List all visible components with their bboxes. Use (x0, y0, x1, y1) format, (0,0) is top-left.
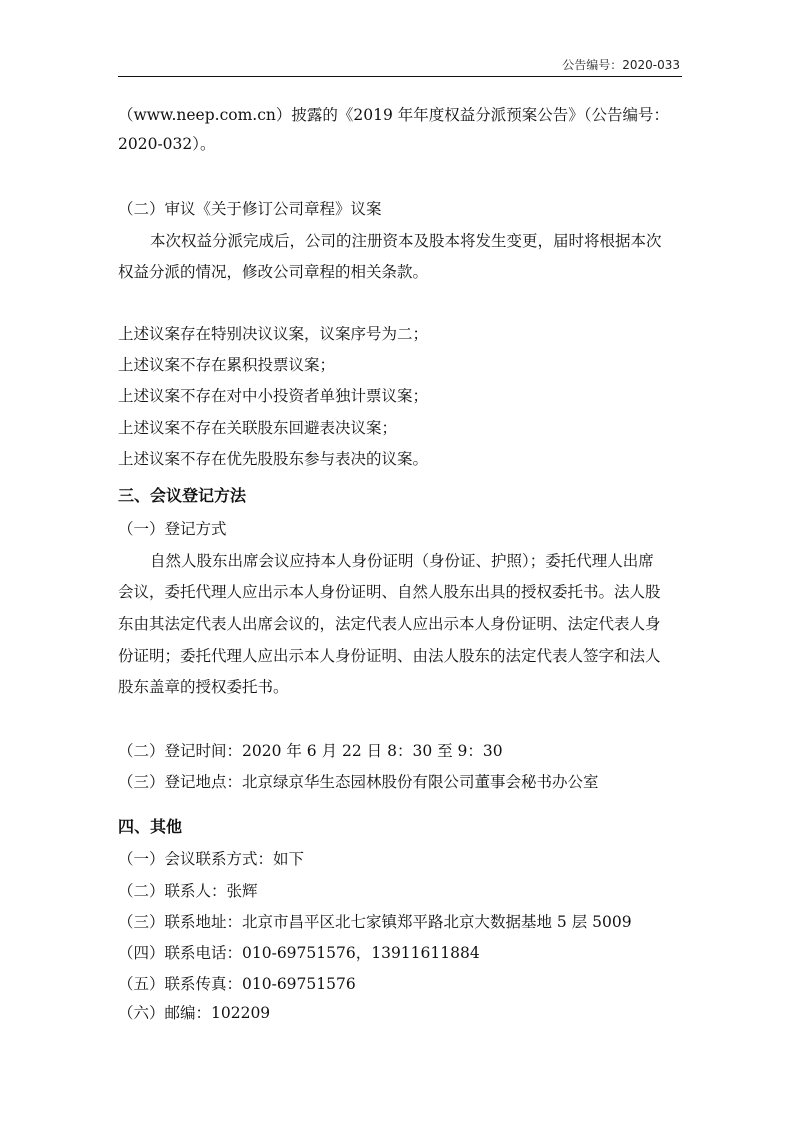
section3-paragraph-line: 会议，委托代理人应出示本人身份证明、自然人股东出具的授权委托书。法人股 (118, 583, 661, 601)
note-line: 上述议案不存在对中小投资者单独计票议案； (118, 387, 429, 405)
item2-paragraph-line: 本次权益分派完成后，公司的注册资本及股本将发生变更，届时将根据本次 (150, 232, 662, 250)
registration-location: （三）登记地点：北京绿京华生态园林股份有限公司董事会秘书办公室 (118, 773, 599, 791)
section4-heading: 四、其他 (118, 817, 183, 836)
note-line: 上述议案不存在优先股股东参与表决的议案。 (118, 450, 429, 468)
registration-time: （二）登记时间：2020 年 6 月 22 日 8：30 至 9：30 (118, 742, 503, 760)
header-divider (118, 76, 682, 77)
announcement-number: 公告编号：2020-033 (562, 58, 680, 72)
contact-person: （二）联系人：张辉 (118, 882, 258, 900)
contact-fax: （五）联系传真：010-69751576 (118, 975, 356, 993)
section3-paragraph-line: 自然人股东出席会议应持本人身份证明（身份证、护照）；委托代理人出席 (150, 552, 654, 570)
item2-title: （二）审议《关于修订公司章程》议案 (118, 200, 382, 218)
intro-line: （www.neep.com.cn）披露的《2019 年年度权益分派预案公告》（公告编号： (118, 106, 669, 124)
contact-phone: （四）联系电话：010-69751576，13911611884 (118, 944, 480, 962)
section3-sub1-title: （一）登记方式 (118, 520, 227, 538)
section3-paragraph-line: 东由其法定代表人出席会议的，法定代表人应出示本人身份证明、法定代表人身 (118, 615, 661, 633)
section3-paragraph-line: 股东盖章的授权委托书。 (118, 678, 289, 696)
note-line: 上述议案不存在关联股东回避表决议案； (118, 419, 398, 437)
section3-heading: 三、会议登记方法 (118, 486, 247, 505)
contact-address: （三）联系地址：北京市昌平区北七家镇郑平路北京大数据基地 5 层 5009 (118, 913, 632, 931)
intro-line: 2020-032）。 (118, 135, 216, 153)
note-line: 上述议案存在特别决议议案，议案序号为二； (118, 325, 429, 343)
contact-method: （一）会议联系方式：如下 (118, 850, 305, 868)
section3-paragraph-line: 份证明；委托代理人应出示本人身份证明、由法人股东的法定代表人签字和法人 (118, 647, 661, 665)
item2-paragraph-line: 权益分派的情况，修改公司章程的相关条款。 (118, 263, 429, 281)
postal-code: （六）邮编：102209 (118, 1004, 271, 1022)
note-line: 上述议案不存在累积投票议案； (118, 356, 336, 374)
